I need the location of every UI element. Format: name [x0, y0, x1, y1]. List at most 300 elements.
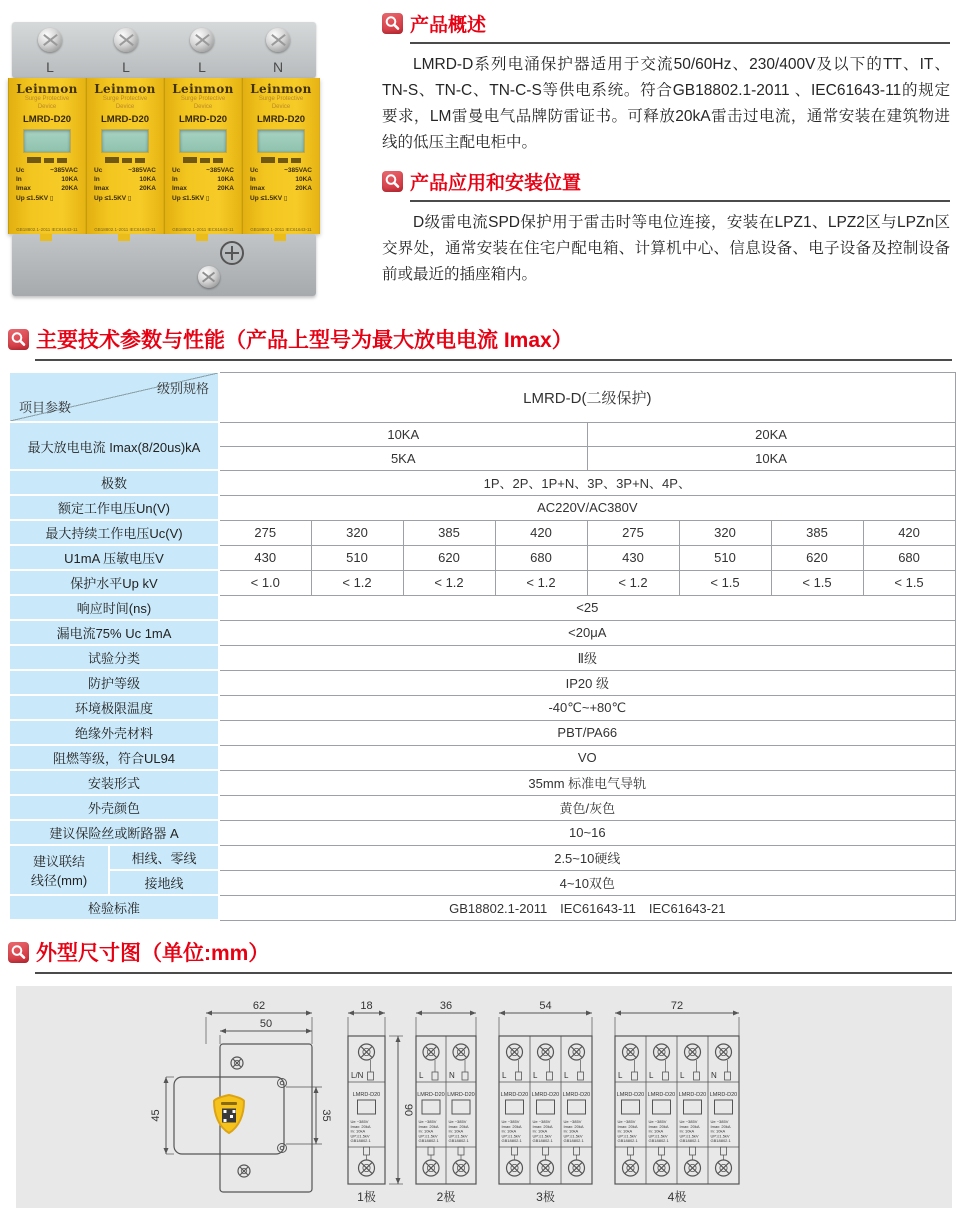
spec-row	[250, 166, 312, 175]
table-row	[9, 845, 955, 870]
table-row	[9, 545, 955, 570]
spec-value: 10KA	[139, 175, 156, 183]
module-specs	[94, 166, 156, 193]
param-label: 额定工作电压Un(V)	[9, 495, 219, 520]
spec-value: 10KA	[61, 175, 78, 183]
cert-icon	[57, 158, 67, 163]
table-row	[9, 795, 955, 820]
spec-value: 20KA	[139, 184, 156, 192]
svg-text:UP:≤1.5kV: UP:≤1.5kV	[648, 1133, 668, 1139]
corner-top-label: 级别规格	[156, 381, 209, 396]
param-value: 420	[495, 520, 587, 545]
svg-text:UP:≤1.5kV: UP:≤1.5kV	[350, 1133, 370, 1139]
magnifier-icon	[382, 13, 403, 34]
svg-text:Ue ~385V: Ue ~385V	[563, 1119, 582, 1124]
param-value: < 1.5	[863, 570, 955, 595]
application-title: 产品应用和安装位置	[410, 173, 582, 195]
table-header: LMRD-D(二级保护)	[219, 372, 955, 422]
svg-text:Imax: 20kA: Imax: 20kA	[350, 1123, 371, 1129]
svg-text:UP:≤1.5kV: UP:≤1.5kV	[532, 1133, 552, 1139]
terminal-cell	[164, 22, 240, 78]
terminal-screw-icon	[266, 28, 290, 52]
svg-text:62: 62	[252, 1000, 266, 1012]
svg-text:L: L	[649, 1071, 654, 1080]
table-row	[9, 670, 955, 695]
svg-text:In: 10kA: In: 10kA	[710, 1128, 726, 1134]
param-value: 510	[311, 545, 403, 570]
spec-key: In	[94, 175, 100, 183]
spec-value: ~385VAC	[128, 166, 156, 174]
table-row	[9, 470, 955, 495]
svg-text:L: L	[564, 1071, 569, 1080]
svg-text:Ue ~385V: Ue ~385V	[710, 1119, 729, 1124]
param-value: 10~16	[219, 820, 955, 845]
bottom-screw-icon	[198, 266, 220, 288]
spec-row	[94, 166, 156, 175]
param-value: 320	[311, 520, 403, 545]
svg-text:Ue ~385V: Ue ~385V	[448, 1119, 467, 1124]
terminal-strip	[12, 22, 316, 78]
overview-text: LMRD-D系列电涌保护器适用于交流50/60Hz、230/400V及以下的TT、IT、TN-S、TN-C、TN-C-S等供电系统。符合GB18802.1-2011 、IEC61643-11的规定要求，LM雷曼电气品牌防雷证书。可释放20kA雷击过电流，通常安装在建筑物进线的低压主配电柜中。	[382, 56, 950, 152]
model-label: LMRD-D20	[22, 113, 72, 125]
param-label: 建议保险丝或断路器 A	[9, 820, 219, 845]
terminal-label: L	[46, 59, 54, 75]
spec-key: In	[16, 175, 22, 183]
param-value: < 1.2	[311, 570, 403, 595]
spec-key: Imax	[172, 184, 187, 192]
divider	[35, 359, 952, 361]
dimension-figure-panel	[16, 986, 952, 1208]
svg-text:Imax: 20kA: Imax: 20kA	[532, 1123, 553, 1129]
terminal-screw-icon	[38, 28, 62, 52]
table-row	[9, 720, 955, 745]
svg-text:UP:≤1.5kV: UP:≤1.5kV	[501, 1133, 521, 1139]
svg-text:L: L	[419, 1071, 424, 1080]
spec-value: 20KA	[295, 184, 312, 192]
spec-row	[16, 175, 78, 184]
spec-row	[16, 184, 78, 193]
module-specs	[16, 166, 78, 193]
table-row	[9, 595, 955, 620]
svg-text:UP:≤1.5kV: UP:≤1.5kV	[563, 1133, 583, 1139]
param-label: 漏电流75% Uc 1mA	[9, 620, 219, 645]
spd-module	[86, 78, 164, 234]
param-label: 环境极限温度	[9, 695, 219, 720]
param-label: 安装形式	[9, 770, 219, 795]
svg-text:L: L	[618, 1071, 623, 1080]
subtitle-label: Surge Protective	[24, 96, 70, 102]
spec-key: In	[250, 175, 256, 183]
spec-key: Uc	[172, 166, 181, 174]
param-value: < 1.5	[679, 570, 771, 595]
cert-icons	[165, 156, 241, 165]
brand-label: Leinmon	[16, 82, 78, 96]
table-row	[9, 620, 955, 645]
param-value: 黄色/灰色	[219, 795, 955, 820]
svg-text:LMRD-D20: LMRD-D20	[647, 1092, 676, 1098]
intro-column	[372, 6, 952, 308]
module-clip	[196, 234, 208, 241]
cert-icon	[44, 158, 54, 163]
svg-text:LMRD-D20: LMRD-D20	[709, 1092, 738, 1098]
table-row	[9, 820, 955, 845]
spec-key: In	[172, 175, 178, 183]
svg-text:GB18802.1: GB18802.1	[617, 1138, 638, 1144]
param-value: < 1.2	[587, 570, 679, 595]
param-value: PBT/PA66	[219, 720, 955, 745]
spec-value: 20KA	[61, 184, 78, 192]
status-window	[23, 129, 71, 153]
spec-row	[250, 184, 312, 193]
overview-heading	[382, 10, 950, 37]
standards-footnote: GB18802.1-2011 IEC61643-11	[16, 227, 78, 232]
spec-value: ~385VAC	[50, 166, 78, 174]
svg-text:LMRD-D20: LMRD-D20	[531, 1092, 560, 1098]
svg-text:35: 35	[320, 1109, 332, 1122]
svg-text:Imax: 20kA: Imax: 20kA	[501, 1123, 522, 1129]
param-label: 防护等级	[9, 670, 219, 695]
param-value: 430	[587, 545, 679, 570]
svg-text:LMRD-D20: LMRD-D20	[447, 1092, 475, 1098]
svg-text:In: 10kA: In: 10kA	[501, 1128, 517, 1134]
param-value: < 1.5	[771, 570, 863, 595]
svg-text:In: 10kA: In: 10kA	[350, 1128, 366, 1134]
spec-value: ~385VAC	[206, 166, 234, 174]
svg-text:Ue ~385V: Ue ~385V	[532, 1119, 551, 1124]
status-window	[101, 129, 149, 153]
svg-text:GB18802.1: GB18802.1	[418, 1138, 439, 1144]
svg-text:GB18802.1: GB18802.1	[710, 1138, 731, 1144]
svg-text:UP:≤1.5kV: UP:≤1.5kV	[710, 1133, 730, 1139]
svg-text:Imax: 20kA: Imax: 20kA	[448, 1123, 469, 1129]
terminal-cell	[12, 22, 88, 78]
param-label: 建议联结 线径(mm)	[9, 845, 109, 895]
param-label: 最大持续工作电压Uc(V)	[9, 520, 219, 545]
svg-text:90: 90	[402, 1103, 414, 1117]
svg-text:L: L	[502, 1071, 507, 1080]
param-value: <20μA	[219, 620, 955, 645]
cert-icon	[183, 157, 197, 163]
spec-key: Imax	[250, 184, 265, 192]
svg-text:Ue ~385V: Ue ~385V	[418, 1119, 437, 1124]
brand-label: Leinmon	[94, 82, 156, 96]
param-label: 最大放电电流 Imax(8/20us)kA	[9, 422, 219, 470]
svg-text:In: 10kA: In: 10kA	[448, 1128, 464, 1134]
svg-text:Ue ~385V: Ue ~385V	[617, 1119, 636, 1124]
svg-text:72: 72	[670, 1000, 684, 1012]
svg-text:N: N	[711, 1071, 717, 1080]
svg-text:L/N: L/N	[351, 1071, 364, 1080]
param-value: 385	[403, 520, 495, 545]
param-sublabel: 接地线	[109, 870, 219, 895]
subtitle-label: Device	[193, 103, 213, 110]
divider	[410, 200, 950, 202]
status-window	[257, 129, 305, 153]
spec-key: Uc	[250, 166, 259, 174]
svg-text:2极: 2极	[436, 1190, 456, 1204]
param-value: -40℃~+80℃	[219, 695, 955, 720]
svg-text:GB18802.1: GB18802.1	[679, 1138, 700, 1144]
spec-key: Uc	[94, 166, 103, 174]
table-row	[9, 770, 955, 795]
svg-text:UP:≤1.5kV: UP:≤1.5kV	[448, 1133, 468, 1139]
svg-text:Imax: 20kA: Imax: 20kA	[710, 1123, 731, 1129]
magnifier-icon	[8, 942, 29, 963]
table-row	[9, 372, 955, 422]
svg-text:N: N	[449, 1071, 455, 1080]
cert-icons	[87, 156, 163, 165]
specs-heading	[8, 324, 952, 354]
param-value: 1P、2P、1P+N、3P、3P+N、4P、	[219, 470, 955, 495]
param-value: 10KA	[587, 446, 955, 470]
svg-text:L: L	[533, 1071, 538, 1080]
terminal-label: L	[122, 59, 130, 75]
corner-bottom-label: 项目参数	[19, 400, 72, 415]
svg-text:GB18802.1: GB18802.1	[532, 1138, 553, 1144]
param-value: AC220V/AC380V	[219, 495, 955, 520]
subtitle-label: Surge Protective	[180, 96, 226, 102]
svg-text:In: 10kA: In: 10kA	[617, 1128, 633, 1134]
svg-text:36: 36	[439, 1000, 453, 1012]
param-value: 385	[771, 520, 863, 545]
param-label: 保护水平Up kV	[9, 570, 219, 595]
param-value: 5KA	[219, 446, 587, 470]
param-value: < 1.0	[219, 570, 311, 595]
magnifier-icon	[8, 329, 29, 350]
svg-text:In: 10kA: In: 10kA	[418, 1128, 434, 1134]
table-row	[9, 495, 955, 520]
param-value: 275	[219, 520, 311, 545]
module-row	[8, 78, 320, 234]
svg-text:LMRD-D20: LMRD-D20	[616, 1092, 645, 1098]
dimensions-section	[8, 937, 952, 1208]
cert-icons	[9, 156, 85, 165]
subtitle-label: Device	[115, 103, 135, 110]
svg-text:50: 50	[259, 1018, 273, 1030]
table-row	[9, 422, 955, 446]
up-rating: Up ≤1.5KV ▯	[172, 194, 210, 202]
model-label: LMRD-D20	[100, 113, 150, 125]
param-value: 620	[771, 545, 863, 570]
dimension-drawing	[16, 986, 952, 1208]
cert-icon	[135, 158, 145, 163]
param-label: U1mA 压敏电压V	[9, 545, 219, 570]
param-value: 2.5~10硬线	[219, 845, 955, 870]
svg-text:Imax: 20kA: Imax: 20kA	[563, 1123, 584, 1129]
param-value: 420	[863, 520, 955, 545]
subtitle-label: Surge Protective	[258, 96, 304, 102]
svg-text:Ue ~385V: Ue ~385V	[679, 1119, 698, 1124]
terminal-label: N	[272, 59, 284, 75]
param-value: GB18802.1-2011 IEC61643-11 IEC61643-21	[219, 895, 955, 920]
spec-row	[172, 166, 234, 175]
param-value: < 1.2	[403, 570, 495, 595]
spd-module	[242, 78, 320, 234]
overview-title: 产品概述	[410, 15, 487, 36]
svg-text:LMRD-D20: LMRD-D20	[678, 1092, 707, 1098]
svg-text:GB18802.1: GB18802.1	[448, 1138, 469, 1144]
param-value: 320	[679, 520, 771, 545]
standards-footnote: GB18802.1-2011 IEC61643-11	[250, 227, 312, 232]
model-label: LMRD-D20	[178, 113, 228, 125]
spec-value: 20KA	[217, 184, 234, 192]
svg-text:In: 10kA: In: 10kA	[648, 1128, 664, 1134]
svg-text:LMRD-D20: LMRD-D20	[352, 1092, 381, 1098]
spd-module	[164, 78, 242, 234]
param-label: 极数	[9, 470, 219, 495]
up-rating: Up ≤1.5KV ▯	[16, 194, 54, 202]
svg-text:GB18802.1: GB18802.1	[350, 1138, 371, 1144]
svg-text:18: 18	[360, 1000, 373, 1012]
spec-row	[94, 184, 156, 193]
spd-module	[8, 78, 86, 234]
param-value: 275	[587, 520, 679, 545]
table-row	[9, 520, 955, 545]
table-row	[9, 745, 955, 770]
dimensions-title: 外型尺寸图（单位:mm）	[36, 942, 270, 965]
table-row	[9, 870, 955, 895]
terminal-cell	[240, 22, 316, 78]
corner-cell	[9, 372, 219, 422]
table-row	[9, 570, 955, 595]
param-label: 阻燃等级，符合UL94	[9, 745, 219, 770]
param-label: 外壳颜色	[9, 795, 219, 820]
svg-text:In: 10kA: In: 10kA	[532, 1128, 548, 1134]
specs-title: 主要技术参数与性能（产品上型号为最大放电电流 Imax）	[36, 329, 573, 352]
magnifier-icon	[382, 171, 403, 192]
up-rating: Up ≤1.5KV ▯	[94, 194, 132, 202]
param-label: 试验分类	[9, 645, 219, 670]
module-specs	[172, 166, 234, 193]
svg-text:LMRD-D20: LMRD-D20	[500, 1092, 529, 1098]
subtitle-label: Device	[271, 103, 291, 110]
param-value: 10KA	[219, 422, 587, 446]
spec-row	[16, 166, 78, 175]
svg-text:In: 10kA: In: 10kA	[679, 1128, 695, 1134]
up-rating: Up ≤1.5KV ▯	[250, 194, 288, 202]
svg-text:Ue ~385V: Ue ~385V	[501, 1119, 520, 1124]
param-value: 35mm 标准电气导轨	[219, 770, 955, 795]
param-value: <25	[219, 595, 955, 620]
param-value: < 1.2	[495, 570, 587, 595]
divider	[410, 42, 950, 44]
param-value: IP20 级	[219, 670, 955, 695]
module-clip	[118, 234, 130, 241]
svg-text:54: 54	[539, 1000, 552, 1012]
cert-icon	[278, 158, 288, 163]
param-value: Ⅱ级	[219, 645, 955, 670]
svg-text:Imax: 20kA: Imax: 20kA	[679, 1123, 700, 1129]
cert-icon	[27, 157, 41, 163]
subtitle-label: Surge Protective	[102, 96, 148, 102]
cert-icon	[213, 158, 223, 163]
param-sublabel: 相线、零线	[109, 845, 219, 870]
svg-text:4极: 4极	[667, 1190, 687, 1204]
param-value: 430	[219, 545, 311, 570]
terminal-cell	[88, 22, 164, 78]
spec-key: Imax	[94, 184, 109, 192]
svg-text:Imax: 20kA: Imax: 20kA	[418, 1123, 439, 1129]
spec-value: 10KA	[295, 175, 312, 183]
subtitle-label: Device	[37, 103, 57, 110]
param-value: 680	[495, 545, 587, 570]
model-label: LMRD-D20	[256, 113, 306, 125]
spec-key: Uc	[16, 166, 25, 174]
spec-key: Imax	[16, 184, 31, 192]
spec-value: ~385VAC	[284, 166, 312, 174]
application-heading	[382, 168, 950, 195]
spec-row	[172, 184, 234, 193]
svg-text:UP:≤1.5kV: UP:≤1.5kV	[679, 1133, 699, 1139]
spec-row	[250, 175, 312, 184]
divider	[35, 972, 952, 974]
svg-text:LMRD-D20: LMRD-D20	[562, 1092, 591, 1098]
svg-text:3极: 3极	[536, 1190, 555, 1204]
param-value: 510	[679, 545, 771, 570]
dimensions-heading	[8, 937, 952, 967]
spec-table	[8, 371, 956, 921]
svg-text:LMRD-D20: LMRD-D20	[417, 1092, 445, 1098]
param-value: 20KA	[587, 422, 955, 446]
brand-label: Leinmon	[172, 82, 234, 96]
svg-text:L: L	[680, 1071, 685, 1080]
svg-text:Imax: 20kA: Imax: 20kA	[617, 1123, 638, 1129]
spec-value: 10KA	[217, 175, 234, 183]
svg-text:GB18802.1: GB18802.1	[563, 1138, 584, 1144]
status-window	[179, 129, 227, 153]
cert-icons	[243, 156, 319, 165]
spec-row	[94, 175, 156, 184]
terminal-screw-icon	[114, 28, 138, 52]
svg-text:UP:≤1.5kV: UP:≤1.5kV	[617, 1133, 637, 1139]
param-value: VO	[219, 745, 955, 770]
cert-icon	[261, 157, 275, 163]
table-row	[9, 895, 955, 920]
param-label: 绝缘外壳材料	[9, 720, 219, 745]
standards-footnote: GB18802.1-2011 IEC61643-11	[172, 227, 234, 232]
svg-text:Ue ~385V: Ue ~385V	[648, 1119, 667, 1124]
module-clip	[274, 234, 286, 241]
svg-text:1极: 1极	[357, 1190, 376, 1204]
specs-section	[8, 324, 952, 921]
svg-text:UP:≤1.5kV: UP:≤1.5kV	[418, 1133, 438, 1139]
svg-text:In: 10kA: In: 10kA	[563, 1128, 579, 1134]
terminal-label: L	[198, 59, 206, 75]
svg-text:Imax: 20kA: Imax: 20kA	[648, 1123, 669, 1129]
top-area	[0, 0, 952, 308]
table-row	[9, 645, 955, 670]
ground-symbol-icon	[220, 241, 244, 265]
terminal-screw-icon	[190, 28, 214, 52]
param-value: 4~10双色	[219, 870, 955, 895]
cert-icon	[122, 158, 132, 163]
table-row	[9, 695, 955, 720]
param-label: 响应时间(ns)	[9, 595, 219, 620]
cert-icon	[291, 158, 301, 163]
bottom-strip	[12, 234, 316, 296]
param-value: 620	[403, 545, 495, 570]
standards-footnote: GB18802.1-2011 IEC61643-11	[94, 227, 156, 232]
application-text: D级雷电流SPD保护用于雷击时等电位连接，安装在LPZ1、LPZ2区与LPZn区交界处，通常安装在住宅户配电箱、计算机中心、信息设备、电子设备及控制设备前或最近的插座箱内。	[382, 214, 950, 284]
svg-text:GB18802.1: GB18802.1	[648, 1138, 669, 1144]
svg-text:45: 45	[150, 1109, 162, 1122]
module-specs	[250, 166, 312, 193]
module-clip	[40, 234, 52, 241]
cert-icon	[200, 158, 210, 163]
brand-label: Leinmon	[250, 82, 312, 96]
spec-row	[172, 175, 234, 184]
param-value: 680	[863, 545, 955, 570]
